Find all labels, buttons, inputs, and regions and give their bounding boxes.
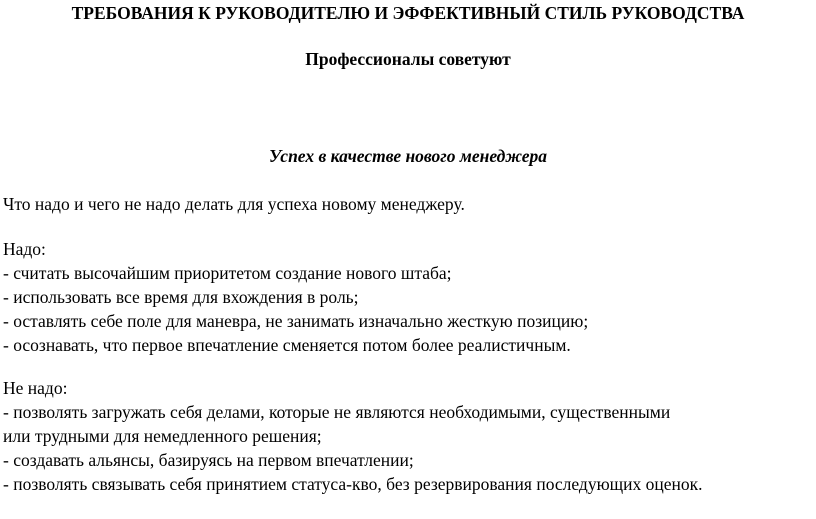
dont-list (3, 376, 815, 496)
list-item: - осознавать, что первое впечатление сменяется потом более реалистичным. (3, 335, 571, 355)
list-item: - позволять загружать себя делами, которые не являются необходимыми, существенными (3, 402, 671, 422)
document-subtitle: Профессионалы советуют (305, 49, 511, 69)
list-item: - использовать все время для вхождения в роль; (3, 287, 359, 307)
dont-heading: Не надо: (3, 378, 68, 398)
list-item: - считать высочайшим приоритетом создание нового штаба; (3, 263, 452, 283)
list-item: - оставлять себе поле для маневра, не занимать изначально жесткую позицию; (3, 311, 589, 331)
do-list (3, 237, 815, 357)
list-item: или трудными для немедленного решения; (3, 426, 322, 446)
intro-paragraph (3, 192, 815, 216)
do-heading: Надо: (3, 239, 46, 259)
document-title: ТРЕБОВАНИЯ К РУКОВОДИТЕЛЮ И ЭФФЕКТИВНЫЙ СТИЛЬ РУКОВОДСТВА (71, 3, 745, 23)
list-item: - позволять связывать себя принятием статуса-кво, без резервирования последующих оценок. (3, 474, 703, 494)
list-item: - создавать альянсы, базируясь на первом впечатлении; (3, 450, 414, 470)
intro-text: Что надо и чего не надо делать для успеха новому менеджеру. (3, 194, 465, 214)
section-heading: Успех в качестве нового менеджера (268, 146, 548, 166)
